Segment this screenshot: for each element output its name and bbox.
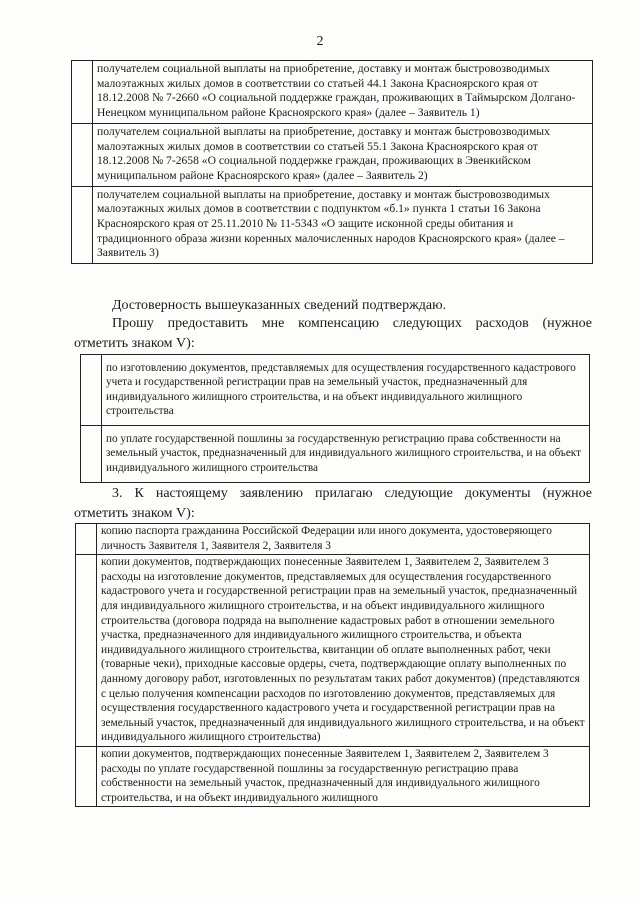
table-row	[76, 746, 590, 806]
table-row	[81, 426, 590, 483]
expenses-table	[80, 354, 590, 483]
attachments-heading-line-2: отметить знаком V):	[74, 506, 195, 521]
page-number: 2	[316, 34, 324, 49]
checkbox-document-duty-expenses[interactable]	[76, 746, 97, 806]
checkbox-expense-documents[interactable]	[81, 355, 102, 426]
document-duty-expenses-text: копии документов, подтверждающих понесенные Заявителем 1, Заявителем 2, Заявителем 3 расходы по уплате государственной пошлины за государственную регистрацию права собственности на земельный участок, предназначенный для индивидуального жилищного строительства, и на объект индивидуального жилищного	[97, 746, 590, 806]
applicant-2-text: получателем социальной выплаты на приобретение, доставку и монтаж быстровозводимых малоэтажных жилых домов в соответствии со статьей 55.1 Закона Красноярского края от 18.12.2008 № 7-2658 «О социальной поддержке граждан, проживающих в Эвенкийском муниципальном районе Красноярского края» (далее – Заявитель 2)	[93, 123, 593, 186]
compensation-request-line-1: Прошу предоставить мне компенсацию следующих расходов (нужное	[112, 316, 592, 331]
table-row	[72, 61, 593, 124]
checkbox-applicant-3[interactable]	[72, 186, 93, 264]
table-row	[76, 555, 590, 747]
checkbox-document-passport[interactable]	[76, 524, 97, 555]
confirmation-statement: Достоверность вышеуказанных сведений подтверждаю.	[112, 298, 447, 313]
table-row	[72, 123, 593, 186]
expense-documents-text: по изготовлению документов, представляемых для осуществления государственного кадастрового учета и государственной регистрации прав на земельный участок, предназначенный для индивидуального жилищного строительства, и на объект индивидуального жилищного строительства	[102, 355, 590, 426]
applicant-3-text: получателем социальной выплаты на приобретение, доставку и монтаж быстровозводимых малоэтажных жилых домов в соответствии с подпунктом «б.1» пункта 1 статьи 16 Закона Красноярского края от 25.11.2010 № 11-5343 «О защите исконной среды обитания и традиционного образа жизни коренных малочисленных народов Красноярского края» (далее – Заявитель 3)	[93, 186, 593, 264]
table-row	[72, 186, 593, 264]
applicant-type-table	[71, 60, 593, 264]
checkbox-applicant-1[interactable]	[72, 61, 93, 124]
expense-duty-text: по уплате государственной пошлины за государственную регистрацию права собственности на земельный участок, предназначенный для индивидуального жилищного строительства, и на объект индивидуального жилищного строительства	[102, 426, 590, 483]
table-row	[81, 355, 590, 426]
checkbox-applicant-2[interactable]	[72, 123, 93, 186]
compensation-request-line-2: отметить знаком V):	[74, 336, 195, 351]
checkbox-document-cadastral-expenses[interactable]	[76, 555, 97, 747]
documents-table	[75, 523, 590, 807]
table-row	[76, 524, 590, 555]
attachments-heading-line-1: 3. К настоящему заявлению прилагаю следующие документы (нужное	[112, 486, 592, 501]
applicant-1-text: получателем социальной выплаты на приобретение, доставку и монтаж быстровозводимых малоэтажных жилых домов в соответствии со статьей 44.1 Закона Красноярского края от 18.12.2008 № 7-2660 «О социальной поддержке граждан, проживающих в Таймырском Долгано-Ненецком муниципальном районе Красноярского края» (далее – Заявитель 1)	[93, 61, 593, 124]
document-cadastral-expenses-text: копии документов, подтверждающих понесенные Заявителем 1, Заявителем 2, Заявителем 3 расходы на изготовление документов, представляемых для осуществления государственного кадастрового учета и государственной регистрации прав на земельный участок, предназначенный для индивидуального жилищного строительства, и на объект индивидуального жилищного строительства (договора подряда на выполнение кадастровых работ в отношении земельного участка, предназначенного для индивидуального жилищного строительства, и объекта индивидуального жилищного строительства, квитанции об оплате выполненных работ, чеки (товарные чеки), приходные кассовые ордеры, счета, подтверждающие оплату выполненных по данному договору работ, изготовленных по результатам таких работ документов) (представляются с целью получения компенсации расходов по изготовлению документов, представляемых для осуществления государственного кадастрового учета и государственной регистрации прав на земельный участок, предназначенный для индивидуального жилищного строительства, и на объект индивидуального жилищного строительства)	[97, 555, 590, 747]
document-passport-text: копию паспорта гражданина Российской Федерации или иного документа, удостоверяющего личность Заявителя 1, Заявителя 2, Заявителя 3	[97, 524, 590, 555]
checkbox-expense-duty[interactable]	[81, 426, 102, 483]
